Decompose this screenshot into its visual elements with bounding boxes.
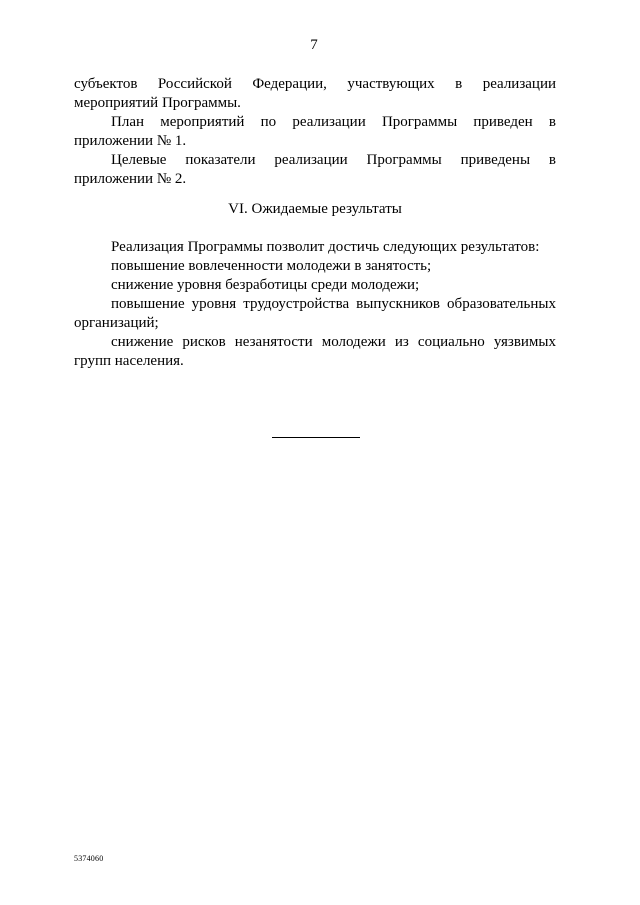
result-item: снижение уровня безработицы среди молодежи;	[111, 277, 420, 293]
results-intro: Реализация Программы позволит достичь следующих результатов:	[111, 239, 540, 255]
page-number: 7	[310, 37, 318, 53]
result-item: снижение рисков незанятости молодежи из социально уязвимых групп населения.	[74, 334, 556, 369]
paragraph-plan-reference: План мероприятий по реализации Программы приведен в приложении № 1.	[74, 114, 556, 149]
end-divider-line	[272, 437, 360, 438]
section-heading: VI. Ожидаемые результаты	[228, 201, 402, 217]
document-code: 5374060	[74, 854, 104, 863]
result-item: повышение вовлеченности молодежи в занятость;	[111, 258, 432, 274]
paragraph-continuation: субъектов Российской Федерации, участвующих в реализации мероприятий Программы.	[74, 76, 556, 111]
paragraph-indicators-reference: Целевые показатели реализации Программы приведены в приложении № 2.	[74, 152, 556, 187]
document-body	[74, 75, 556, 371]
result-item: повышение уровня трудоустройства выпускников образовательных организаций;	[74, 296, 556, 331]
